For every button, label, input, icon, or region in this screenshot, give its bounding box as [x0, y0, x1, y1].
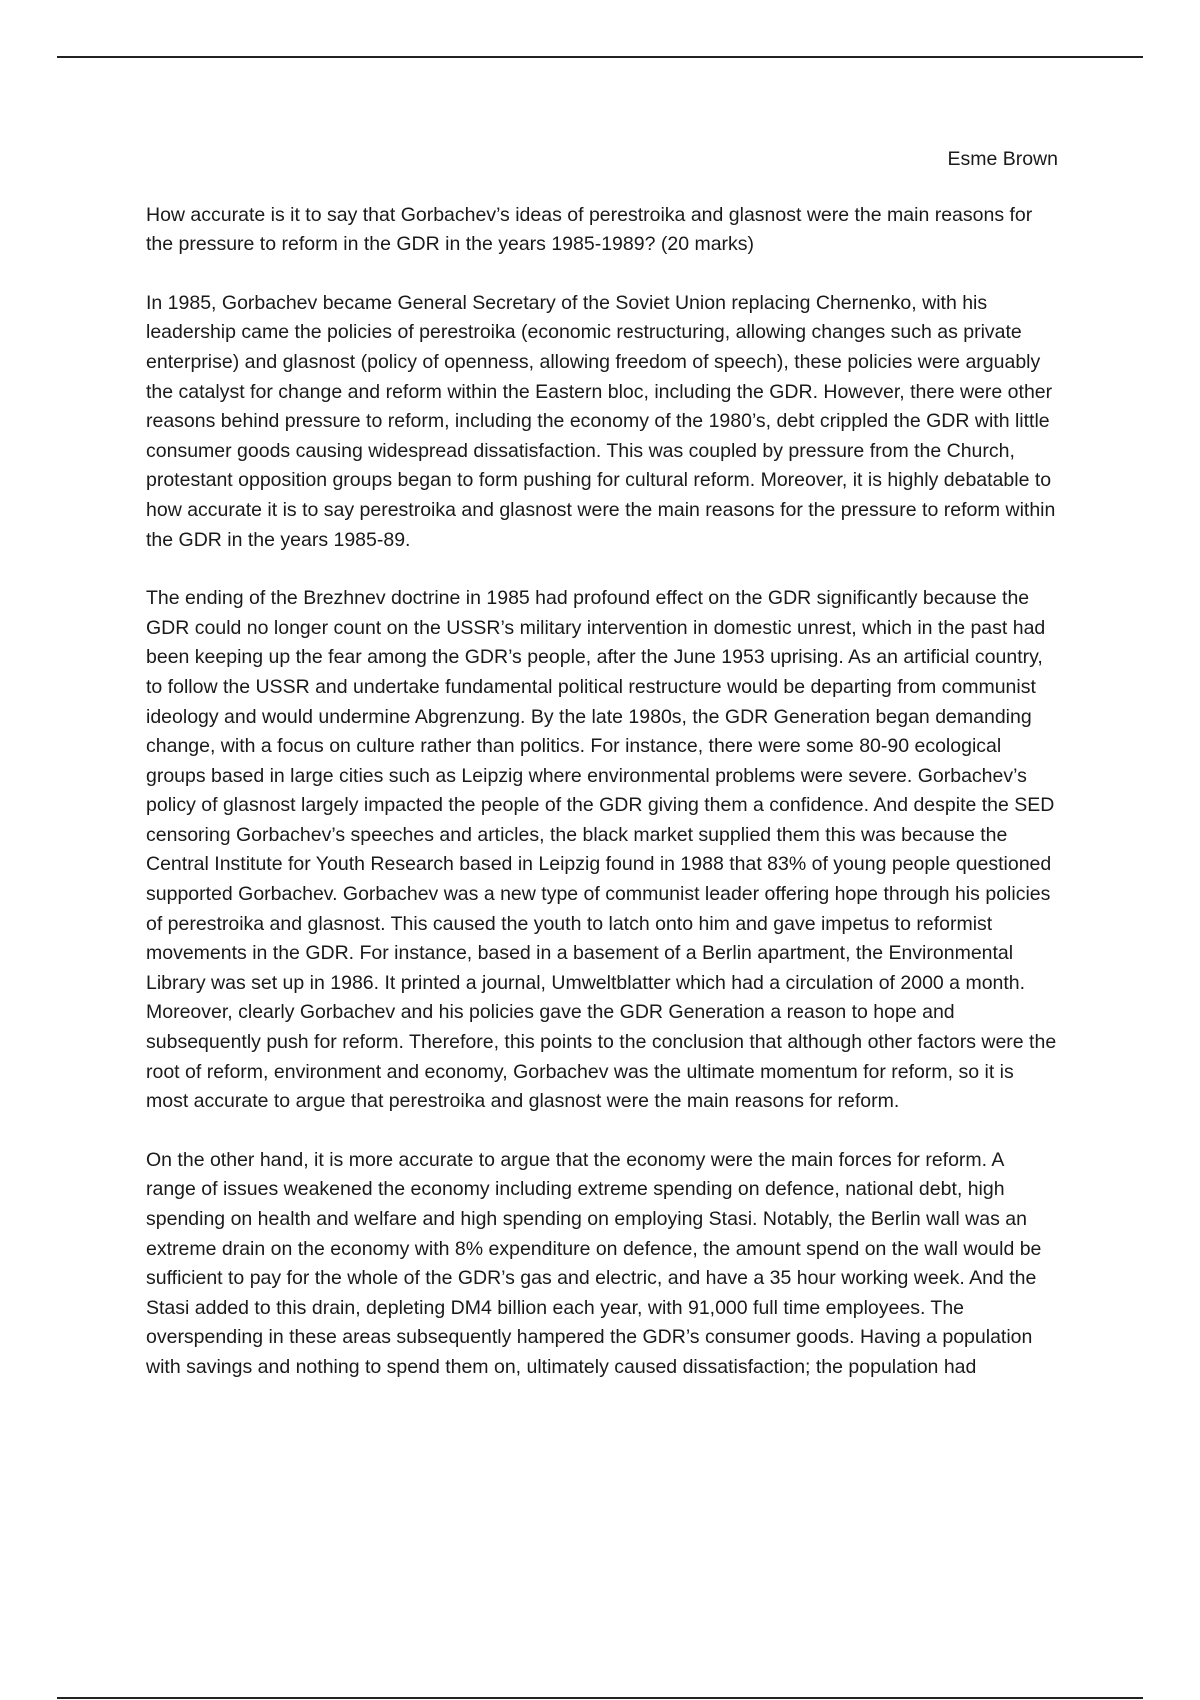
bottom-rule	[57, 1697, 1143, 1699]
essay-question: How accurate is it to say that Gorbachev’s ideas of perestroika and glasnost were the main reasons for the pressure to reform in the GDR in the years 1985-1989? (20 marks)	[146, 203, 1033, 256]
document-body	[146, 145, 1058, 1383]
paragraph-introduction: In 1985, Gorbachev became General Secretary of the Soviet Union replacing Chernenko, with his leadership came the policies of perestroika (economic restructuring, allowing changes such as private enterprise) and glasnost (policy of openness, allowing freedom of speech), these policies were arguably the catalyst for change and reform within the Eastern bloc, including the GDR. However, there were other reasons behind pressure to reform, including the economy of the 1980’s, debt crippled the GDR with little consumer goods causing widespread dissatisfaction. This was coupled by pressure from the Church, protestant opposition groups began to form pushing for cultural reform. Moreover, it is highly debatable to how accurate it is to say perestroika and glasnost were the main reasons for the pressure to reform within the GDR in the years 1985-89.	[146, 291, 1056, 551]
top-rule	[57, 56, 1143, 58]
paragraph-gorbachev-argument: The ending of the Brezhnev doctrine in 1985 had profound effect on the GDR significantly because the GDR could no longer count on the USSR’s military intervention in domestic unrest, which in the past had been keeping up the fear among the GDR’s people, after the June 1953 uprising. As an artificial country, to follow the USSR and undertake fundamental political restructure would be departing from communist ideology and would undermine Abgrenzung. By the late 1980s, the GDR Generation began demanding change, with a focus on culture rather than politics. For instance, there were some 80-90 ecological groups based in large cities such as Leipzig where environmental problems were severe. Gorbachev’s policy of glasnost largely impacted the people of the GDR giving them a confidence. And despite the SED censoring Gorbachev’s speeches and articles, the black market supplied them this was because the Central Institute for Youth Research based in Leipzig found in 1988 that 83% of young people questioned supported Gorbachev. Gorbachev was a new type of communist leader offering hope through his policies of perestroika and glasnost. This caused the youth to latch onto him and gave impetus to reformist movements in the GDR. For instance, based in a basement of a Berlin apartment, the Environmental Library was set up in 1986. It printed a journal, Umweltblatter which had a circulation of 2000 a month. Moreover, clearly Gorbachev and his policies gave the GDR Generation a reason to hope and subsequently push for reform. Therefore, this points to the conclusion that although other factors were the root of reform, environment and economy, Gorbachev was the ultimate momentum for reform, so it is most accurate to argue that perestroika and glasnost were the main reasons for reform.	[146, 587, 1057, 1113]
author-name: Esme Brown	[947, 148, 1058, 170]
paragraph-economy-argument: On the other hand, it is more accurate to argue that the economy were the main forces for reform. A range of issues weakened the economy including extreme spending on defence, national debt, high spending on health and welfare and high spending on employing Stasi. Notably, the Berlin wall was an extreme drain on the economy with 8% expenditure on defence, the amount spend on the wall would be sufficient to pay for the whole of the GDR’s gas and electric, and have a 35 hour working week. And the Stasi added to this drain, depleting DM4 billion each year, with 91,000 full time employees. The overspending in these areas subsequently hampered the GDR’s consumer goods. Having a population with savings and nothing to spend them on, ultimately caused dissatisfaction; the population had	[146, 1148, 1042, 1378]
